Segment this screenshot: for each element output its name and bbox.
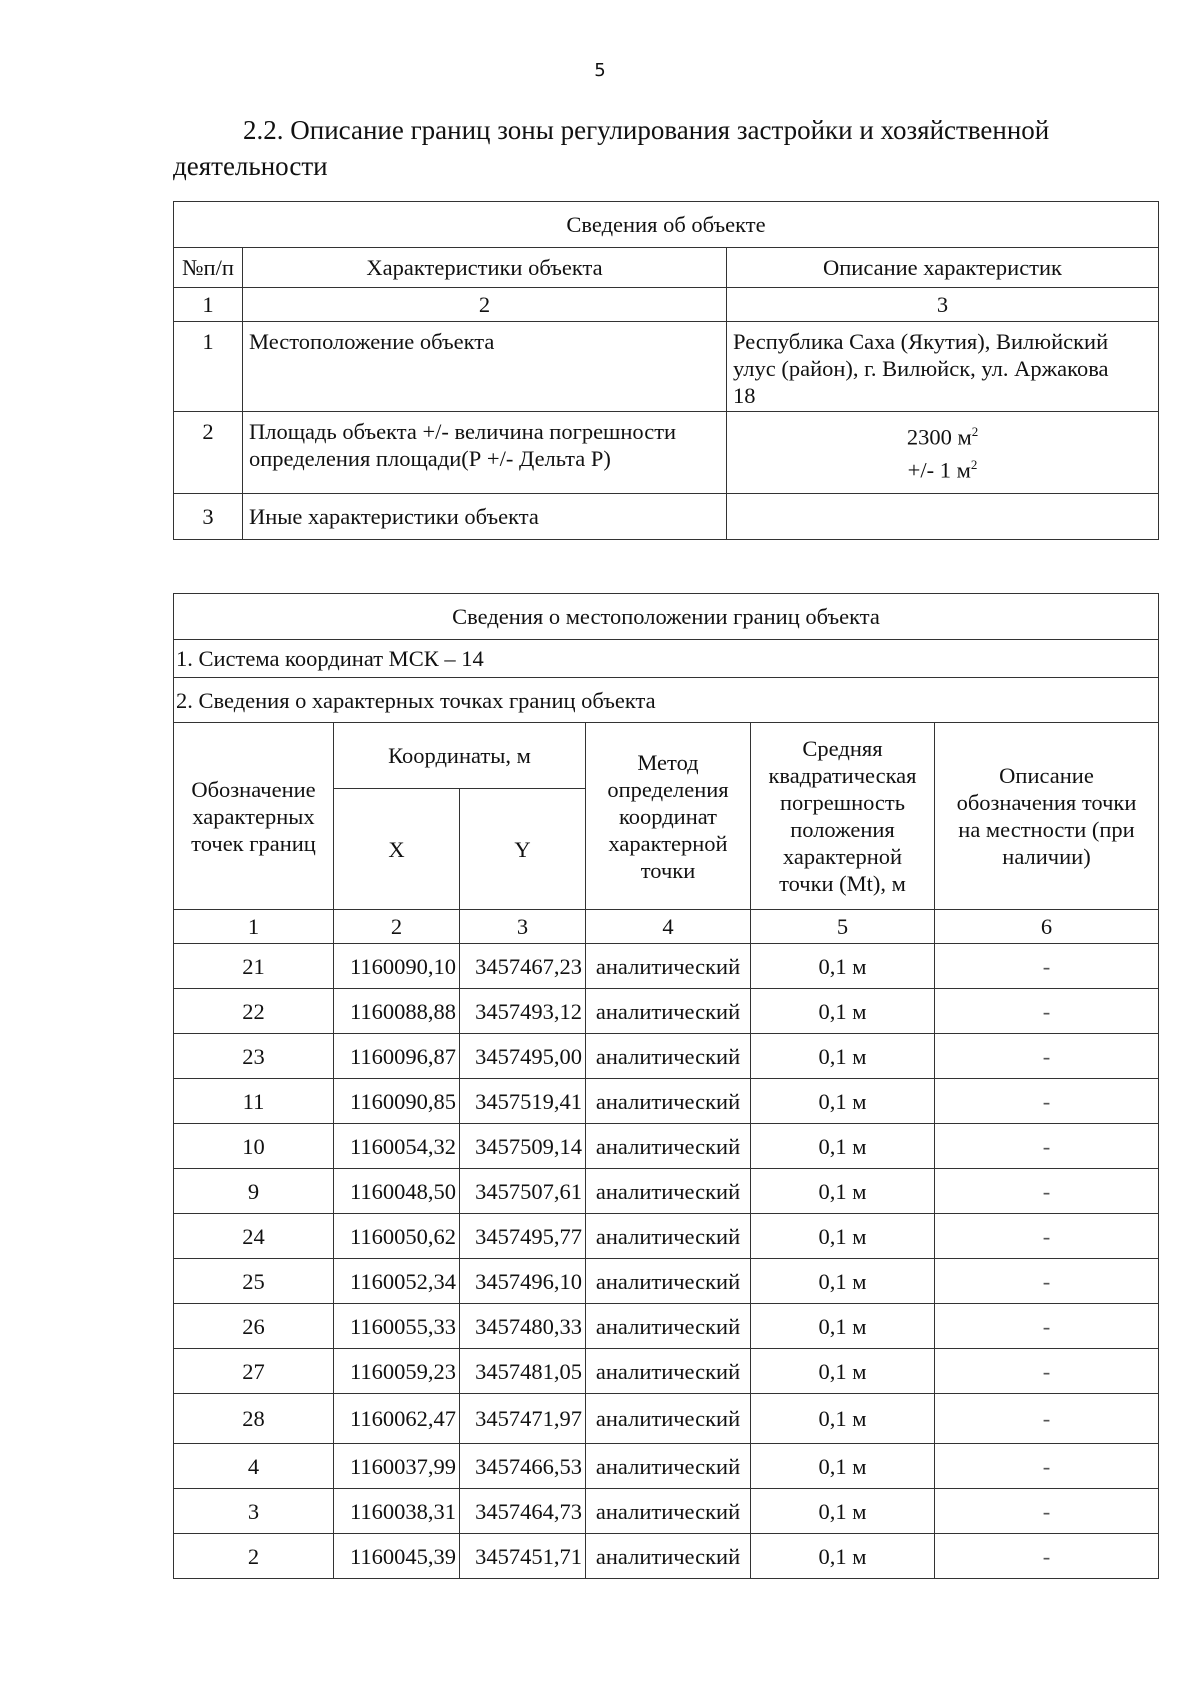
header-method: Метод определения координат характерной точки — [586, 723, 751, 910]
point-y: 3457507,61 — [460, 1169, 586, 1214]
header-description: Описание характеристик — [727, 248, 1159, 288]
point-id: 22 — [174, 989, 334, 1034]
point-description: - — [935, 1169, 1159, 1214]
point-method: аналитический — [586, 1534, 751, 1579]
point-method: аналитический — [586, 1079, 751, 1124]
point-method: аналитический — [586, 1489, 751, 1534]
point-description: - — [935, 1079, 1159, 1124]
row-number: 2 — [174, 412, 243, 494]
area-label: Площадь объекта +/- величина погрешности определения площади(Р +/- Дельта Р) — [243, 412, 727, 494]
point-error: 0,1 м — [751, 1444, 935, 1489]
point-description: - — [935, 1259, 1159, 1304]
point-method: аналитический — [586, 1259, 751, 1304]
point-y: 3457481,05 — [460, 1349, 586, 1394]
point-description: - — [935, 1214, 1159, 1259]
point-method: аналитический — [586, 989, 751, 1034]
point-method: аналитический — [586, 1304, 751, 1349]
point-x: 1160037,99 — [334, 1444, 460, 1489]
col-number-4: 4 — [586, 910, 751, 944]
table-row — [174, 1349, 1159, 1394]
section-heading — [173, 112, 1118, 184]
col-number-2: 2 — [243, 288, 727, 322]
location-value: Республика Саха (Якутия), Вилюйский улус (район), г. Вилюйск, ул. Аржакова 18 — [727, 322, 1159, 412]
point-x: 1160038,31 — [334, 1489, 460, 1534]
point-x: 1160090,85 — [334, 1079, 460, 1124]
point-error: 0,1 м — [751, 989, 935, 1034]
point-id: 26 — [174, 1304, 334, 1349]
point-description: - — [935, 1534, 1159, 1579]
table-row — [174, 1034, 1159, 1079]
point-method: аналитический — [586, 1124, 751, 1169]
point-method: аналитический — [586, 944, 751, 989]
point-description: - — [935, 989, 1159, 1034]
table-row — [174, 1169, 1159, 1214]
table-row — [174, 1259, 1159, 1304]
point-description: - — [935, 1444, 1159, 1489]
table-row — [174, 989, 1159, 1034]
point-id: 21 — [174, 944, 334, 989]
point-y: 3457519,41 — [460, 1079, 586, 1124]
points-title: 2. Сведения о характерных точках границ объекта — [174, 678, 1159, 723]
table-row — [174, 1444, 1159, 1489]
point-y: 3457495,00 — [460, 1034, 586, 1079]
point-method: аналитический — [586, 1349, 751, 1394]
header-number: №п/п — [174, 248, 243, 288]
point-id: 9 — [174, 1169, 334, 1214]
point-description: - — [935, 1489, 1159, 1534]
area-value: 2300 $м^2$ +/- 1 $м^2$ — [727, 412, 1159, 494]
point-x: 1160052,34 — [334, 1259, 460, 1304]
boundaries-title: Сведения о местоположении границ объекта — [174, 594, 1159, 640]
point-y: 3457480,33 — [460, 1304, 586, 1349]
point-x: 1160048,50 — [334, 1169, 460, 1214]
point-x: 1160054,32 — [334, 1124, 460, 1169]
col-number-1: 1 — [174, 288, 243, 322]
header-characteristics: Характеристики объекта — [243, 248, 727, 288]
heading-line-1: 2.2. Описание границ зоны регулирования застройки и хозяйственной — [243, 115, 1050, 145]
col-number-5: 5 — [751, 910, 935, 944]
point-error: 0,1 м — [751, 944, 935, 989]
point-method: аналитический — [586, 1394, 751, 1444]
object-info-title: Сведения об объекте — [174, 202, 1159, 248]
point-id: 23 — [174, 1034, 334, 1079]
point-description: - — [935, 1394, 1159, 1444]
point-error: 0,1 м — [751, 1079, 935, 1124]
point-x: 1160096,87 — [334, 1034, 460, 1079]
point-id: 10 — [174, 1124, 334, 1169]
point-y: 3457471,97 — [460, 1394, 586, 1444]
header-error: Средняя квадратическая погрешность положения характерной точки (Mt), м — [751, 723, 935, 910]
point-description: - — [935, 1034, 1159, 1079]
point-id: 2 — [174, 1534, 334, 1579]
table-row — [174, 1124, 1159, 1169]
point-description: - — [935, 1349, 1159, 1394]
coordinate-system: 1. Система координат МСК – 14 — [174, 640, 1159, 678]
point-error: 0,1 м — [751, 1304, 935, 1349]
points-body — [174, 944, 1159, 1579]
heading-line-2: деятельности — [173, 151, 328, 181]
table-row — [174, 1534, 1159, 1579]
boundary-points-table — [173, 593, 1159, 1579]
point-id: 3 — [174, 1489, 334, 1534]
point-id: 27 — [174, 1349, 334, 1394]
table-row — [174, 1489, 1159, 1534]
table-row — [174, 1079, 1159, 1124]
point-method: аналитический — [586, 1169, 751, 1214]
point-id: 4 — [174, 1444, 334, 1489]
point-description: - — [935, 1304, 1159, 1349]
point-x: 1160050,62 — [334, 1214, 460, 1259]
table-row — [174, 1214, 1159, 1259]
point-y: 3457493,12 — [460, 989, 586, 1034]
point-y: 3457451,71 — [460, 1534, 586, 1579]
point-id: 11 — [174, 1079, 334, 1124]
point-x: 1160059,23 — [334, 1349, 460, 1394]
point-error: 0,1 м — [751, 1034, 935, 1079]
header-x: X — [334, 789, 460, 910]
point-y: 3457495,77 — [460, 1214, 586, 1259]
point-error: 0,1 м — [751, 1259, 935, 1304]
point-x: 1160045,39 — [334, 1534, 460, 1579]
point-x: 1160090,10 — [334, 944, 460, 989]
point-y: 3457467,23 — [460, 944, 586, 989]
point-error: 0,1 м — [751, 1394, 935, 1444]
row-number: 1 — [174, 322, 243, 412]
point-y: 3457464,73 — [460, 1489, 586, 1534]
row-number: 3 — [174, 494, 243, 540]
table-row — [174, 1304, 1159, 1349]
header-y: Y — [460, 789, 586, 910]
header-coordinates: Координаты, м — [334, 723, 586, 789]
col-number-6: 6 — [935, 910, 1159, 944]
point-x: 1160055,33 — [334, 1304, 460, 1349]
point-description: - — [935, 1124, 1159, 1169]
point-error: 0,1 м — [751, 1124, 935, 1169]
table-row — [174, 944, 1159, 989]
point-method: аналитический — [586, 1444, 751, 1489]
point-id: 24 — [174, 1214, 334, 1259]
col-number-2: 2 — [334, 910, 460, 944]
point-x: 1160088,88 — [334, 989, 460, 1034]
header-designation: Обозначение характерных точек границ — [174, 723, 334, 910]
point-error: 0,1 м — [751, 1214, 935, 1259]
point-x: 1160062,47 — [334, 1394, 460, 1444]
other-characteristics-label: Иные характеристики объекта — [243, 494, 727, 540]
point-error: 0,1 м — [751, 1349, 935, 1394]
point-y: 3457509,14 — [460, 1124, 586, 1169]
point-description: - — [935, 944, 1159, 989]
page-number: 5 — [594, 60, 606, 81]
point-error: 0,1 м — [751, 1534, 935, 1579]
point-error: 0,1 м — [751, 1489, 935, 1534]
point-method: аналитический — [586, 1034, 751, 1079]
col-number-1: 1 — [174, 910, 334, 944]
other-characteristics-value — [727, 494, 1159, 540]
col-number-3: 3 — [727, 288, 1159, 322]
col-number-3: 3 — [460, 910, 586, 944]
header-point-description: Описание обозначения точки на местности (при наличии) — [935, 723, 1159, 910]
point-method: аналитический — [586, 1214, 751, 1259]
object-info-table — [173, 201, 1159, 540]
point-y: 3457496,10 — [460, 1259, 586, 1304]
point-id: 25 — [174, 1259, 334, 1304]
location-label: Местоположение объекта — [243, 322, 727, 412]
point-y: 3457466,53 — [460, 1444, 586, 1489]
point-error: 0,1 м — [751, 1169, 935, 1214]
point-id: 28 — [174, 1394, 334, 1444]
table-row — [174, 1394, 1159, 1444]
